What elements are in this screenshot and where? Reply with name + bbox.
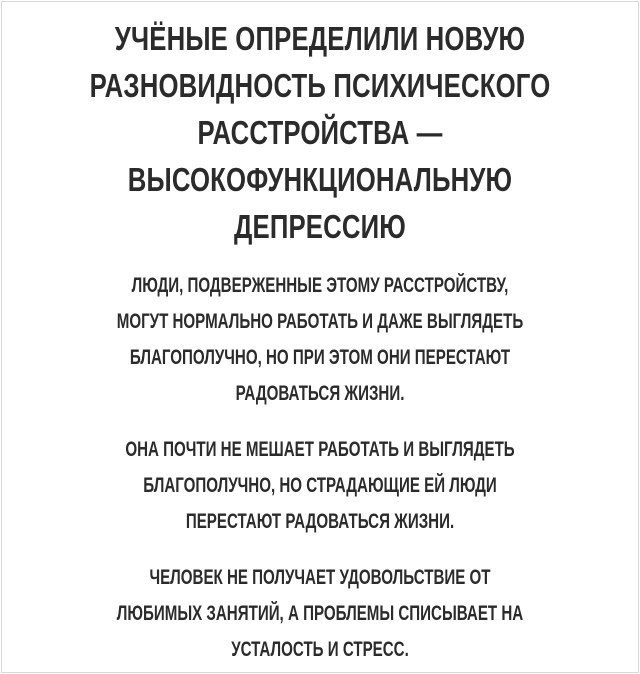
- paragraph-line: ПЕРЕСТАЮТ РАДОВАТЬСЯ ЖИЗНИ.: [185, 510, 455, 533]
- text-card: [1, 1, 639, 673]
- paragraph-line: ЧЕЛОВЕК НЕ ПОЛУЧАЕТ УДОВОЛЬСТВИЕ ОТ: [149, 566, 491, 589]
- headline-line: ДЕПРЕССИЮ: [234, 208, 406, 245]
- paragraph-line: ЛЮБИМЫХ ЗАНЯТИЙ, А ПРОБЛЕМЫ СПИСЫВАЕТ НА: [116, 602, 524, 625]
- paragraph-line: ОНА ПОЧТИ НЕ МЕШАЕТ РАБОТАТЬ И ВЫГЛЯДЕТЬ: [125, 438, 515, 461]
- headline-line: РАЗНОВИДНОСТЬ ПСИХИЧЕСКОГО: [89, 67, 551, 104]
- paragraph-line: УСТАЛОСТЬ И СТРЕСС.: [231, 638, 409, 661]
- headline-line: РАССТРОЙСТВА —: [197, 114, 443, 151]
- headline-line: УЧЁНЫЕ ОПРЕДЕЛИЛИ НОВУЮ: [114, 20, 526, 57]
- paragraph-line: БЛАГОПОЛУЧНО, НО СТРАДАЮЩИЕ ЕЙ ЛЮДИ: [143, 474, 497, 497]
- paragraph-line: РАДОВАТЬСЯ ЖИЗНИ.: [235, 382, 405, 405]
- headline-line: ВЫСОКОФУНКЦИОНАЛЬНУЮ: [127, 161, 513, 198]
- paragraph-3: [2, 560, 638, 668]
- paragraph-line: ЛЮДИ, ПОДВЕРЖЕННЫЕ ЭТОМУ РАССТРОЙСТВУ,: [131, 274, 509, 297]
- paragraph-line: БЛАГОПОЛУЧНО, НО ПРИ ЭТОМ ОНИ ПЕРЕСТАЮТ: [129, 346, 511, 369]
- paragraph-line: МОГУТ НОРМАЛЬНО РАБОТАТЬ И ДАЖЕ ВЫГЛЯДЕТЬ: [116, 310, 524, 333]
- headline: [2, 15, 638, 250]
- paragraph-2: [2, 432, 638, 540]
- paragraph-1: [2, 268, 638, 412]
